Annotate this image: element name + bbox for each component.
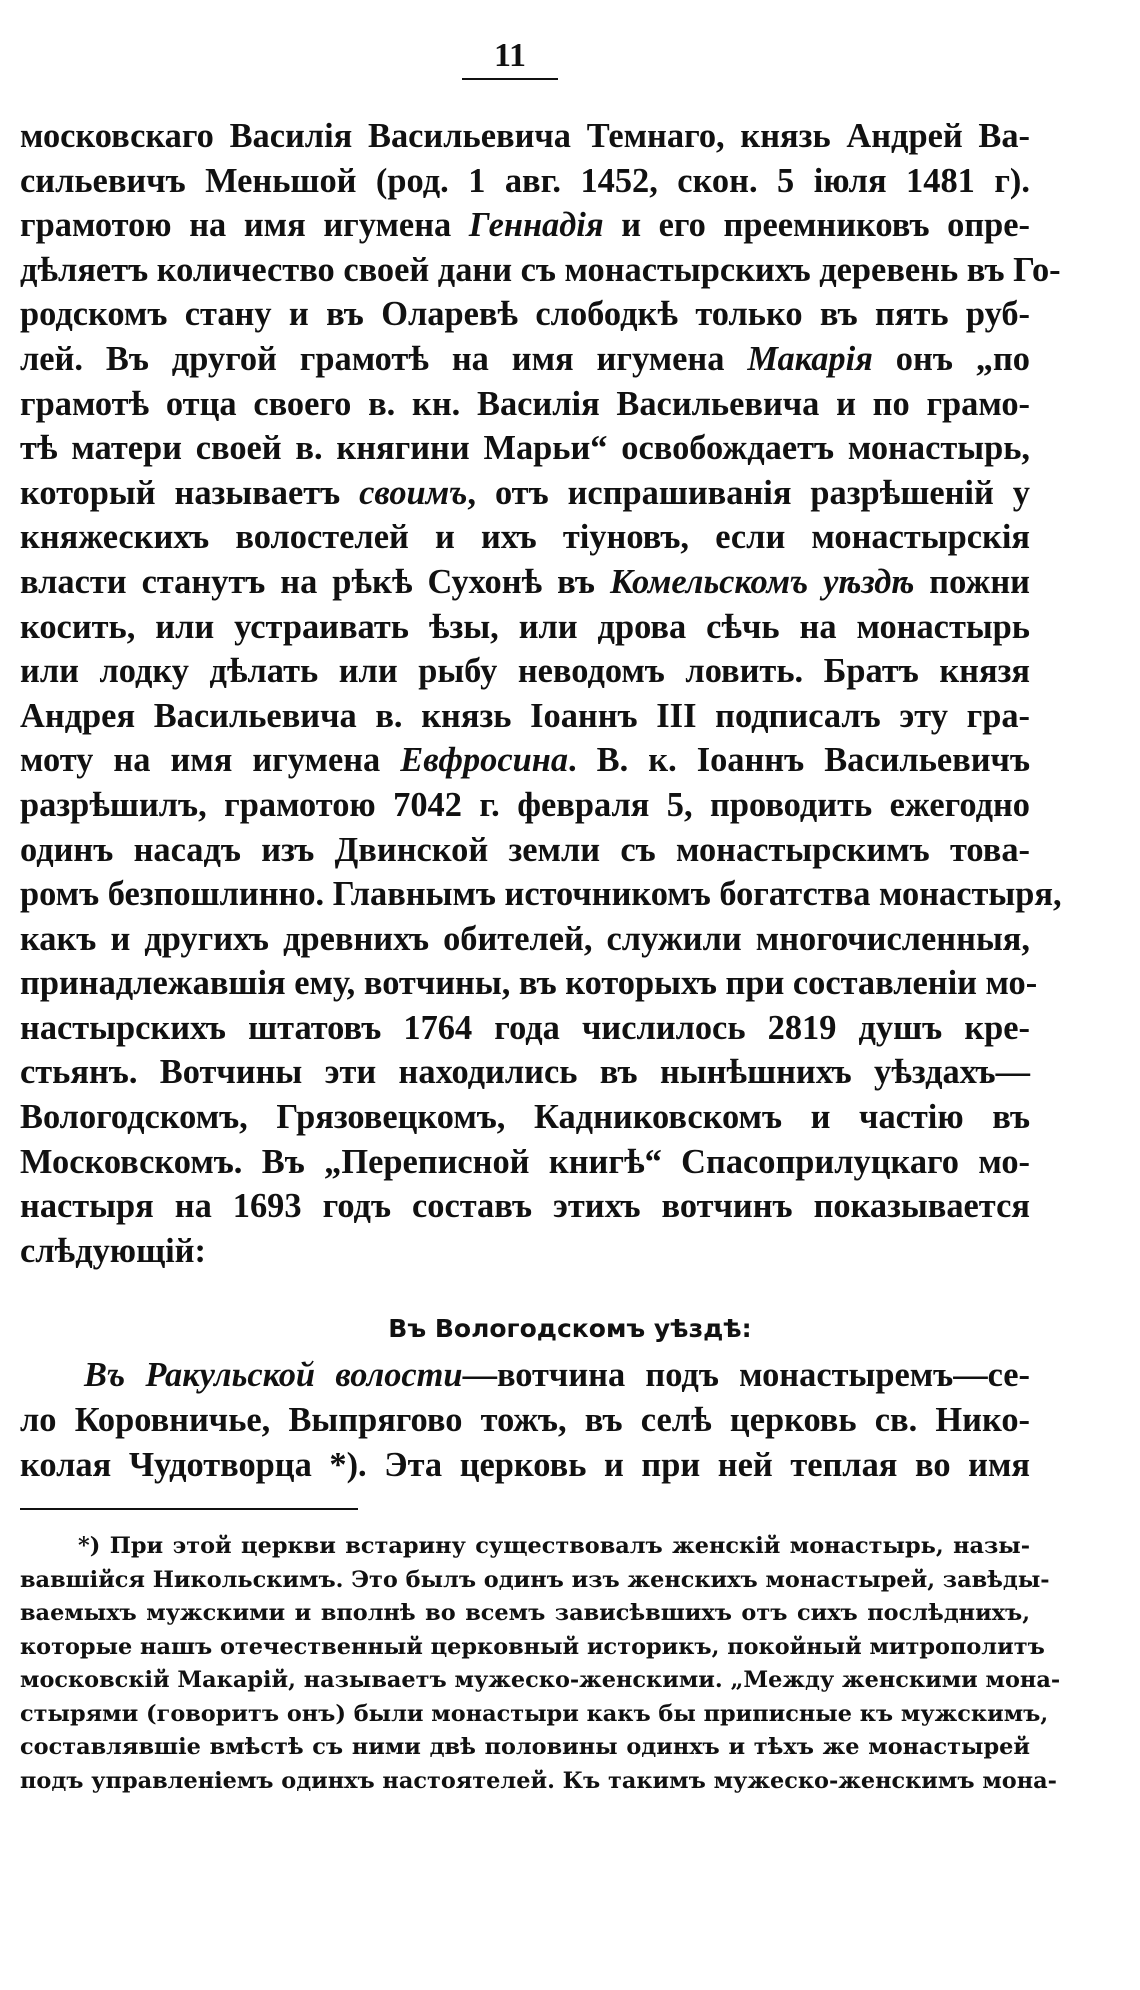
text-run: , отъ испрашиванія разрѣшеній у bbox=[467, 473, 1030, 512]
text-line: принадлежавшія ему, вотчины, въ которыхъ при составленіи мо- bbox=[20, 964, 1038, 1003]
text-line: Вологодскомъ, Грязовецкомъ, Кадниковскомъ и частію въ bbox=[20, 1098, 1030, 1137]
text-line: стьянъ. Вотчины эти находились въ нынѣшнихъ уѣздахъ— bbox=[20, 1053, 1030, 1092]
text-line: какъ и другихъ древнихъ обителей, служили многочисленныя, bbox=[20, 919, 1030, 958]
section-text-block bbox=[20, 1353, 1030, 1488]
italic-term: своимъ bbox=[359, 473, 468, 512]
text-run: пожни bbox=[914, 562, 1030, 601]
text-line bbox=[20, 471, 1030, 516]
footnote-line: составлявшіе вмѣстѣ съ ними двѣ половины одинхъ и тѣхъ же монастырей bbox=[20, 1734, 1030, 1760]
text-line: родскомъ стану и въ Оларевѣ слободкѣ только въ пять руб- bbox=[20, 295, 1030, 334]
text-line: слѣдующій: bbox=[20, 1231, 206, 1270]
footnote-block bbox=[20, 1530, 1061, 1798]
italic-term: Комельскомъ уѣздѣ bbox=[609, 562, 915, 601]
text-line: дѣляетъ количество своей дани съ монастырскихъ деревень въ Го- bbox=[20, 250, 1061, 289]
text-run: и его преемниковъ опре- bbox=[603, 206, 1030, 245]
text-line bbox=[20, 1353, 1030, 1398]
footnote-line: ваемыхъ мужскими и вполнѣ во всемъ зависѣвшихъ отъ сихъ послѣднихъ, bbox=[20, 1600, 1030, 1626]
footnote-line: которые нашъ отечественный церковный историкъ, покойный митрополитъ bbox=[20, 1633, 1045, 1660]
text-line: сильевичъ Меньшой (род. 1 авг. 1452, скон. 5 іюля 1481 г). bbox=[20, 161, 1030, 200]
page-number: 11 bbox=[493, 37, 527, 74]
italic-term: Макарія bbox=[747, 339, 873, 378]
text-run: —вотчина подъ монастыремъ—се- bbox=[462, 1356, 1030, 1394]
footnote-line: московскій Макарій, называетъ мужеско-женскими. „Между женскими мона- bbox=[20, 1667, 1061, 1693]
text-line: настыря на 1693 годъ составъ этихъ вотчинъ показывается bbox=[20, 1187, 1030, 1226]
text-line: косить, или устраивать ѣзы, или дрова сѣчь на монастырь bbox=[20, 607, 1030, 646]
text-line: или лодку дѣлать или рыбу неводомъ ловить. Братъ князя bbox=[20, 652, 1030, 691]
text-line: разрѣшилъ, грамотою 7042 г. февраля 5, проводить ежегодно bbox=[20, 785, 1030, 824]
text-line: княжескихъ волостелей и ихъ тіуновъ, если монастырскія bbox=[20, 518, 1030, 557]
text-line: тѣ матери своей в. княгини Марьи“ освобождаетъ монастырь, bbox=[20, 429, 1030, 468]
section-heading: Въ Вологодскомъ уѣздѣ: bbox=[388, 1314, 752, 1343]
text-line: московскаго Василія Васильевича Темнаго, князь Андрей Ва- bbox=[20, 117, 1030, 155]
footnote-line: вавшійся Никольскимъ. Это былъ одинъ изъ женскихъ монастырей, завѣды- bbox=[20, 1566, 1050, 1593]
page-number-rule bbox=[462, 78, 558, 80]
footnote-line: подъ управленіемъ одинхъ настоятелей. Къ такимъ мужеско-женскимъ мона- bbox=[20, 1767, 1057, 1794]
footnote-line: стырями (говоритъ онъ) были монастыри какъ бы приписные къ мужскимъ, bbox=[20, 1700, 1049, 1727]
text-line: ло Коровничье, Выпрягово тожъ, въ селѣ церковь св. Нико- bbox=[20, 1401, 1030, 1439]
text-line: Андрея Васильевича в. князь Іоаннъ III подписалъ эту гра- bbox=[20, 696, 1030, 735]
italic-term: Евфросина bbox=[400, 741, 569, 780]
text-run: который называетъ bbox=[20, 473, 360, 512]
text-run: онъ „по bbox=[872, 339, 1030, 378]
text-run: грамотою на имя игумена bbox=[20, 206, 469, 245]
text-line: одинъ насадъ изъ Двинской земли съ монастырскимъ това- bbox=[20, 830, 1030, 869]
text-line: колая Чудотворца *). Эта церковь и при ней теплая во имя bbox=[20, 1446, 1030, 1484]
text-line bbox=[20, 203, 1030, 248]
text-line bbox=[20, 337, 1030, 382]
footnote-line: *) При этой церкви встарину существовалъ женскій монастырь, назы- bbox=[78, 1533, 1030, 1559]
text-line: грамотѣ отца своего в. кн. Василія Васильевича и по грамо- bbox=[20, 384, 1030, 423]
text-run: лей. Въ другой грамотѣ на имя игумена bbox=[20, 339, 748, 378]
italic-term: Въ Ракульской волости bbox=[84, 1356, 463, 1394]
main-text-block bbox=[20, 114, 1062, 1273]
text-run: власти станутъ на рѣкѣ Сухонѣ въ bbox=[20, 562, 610, 601]
text-line: ромъ безпошлинно. Главнымъ источникомъ богатства монастыря, bbox=[20, 875, 1062, 914]
text-line: настырскихъ штатовъ 1764 года числилось 2819 душъ кре- bbox=[20, 1008, 1030, 1047]
footnote-separator bbox=[20, 1508, 358, 1510]
text-line bbox=[20, 560, 1030, 605]
text-run: моту на имя игумена bbox=[20, 741, 401, 780]
italic-term: Геннадія bbox=[468, 206, 604, 245]
text-line: Московскомъ. Въ „Переписной книгѣ“ Спасоприлуцкаго мо- bbox=[20, 1142, 1030, 1181]
text-run: . В. к. Іоаннъ Васильевичъ bbox=[568, 741, 1031, 780]
text-line bbox=[20, 738, 1030, 783]
